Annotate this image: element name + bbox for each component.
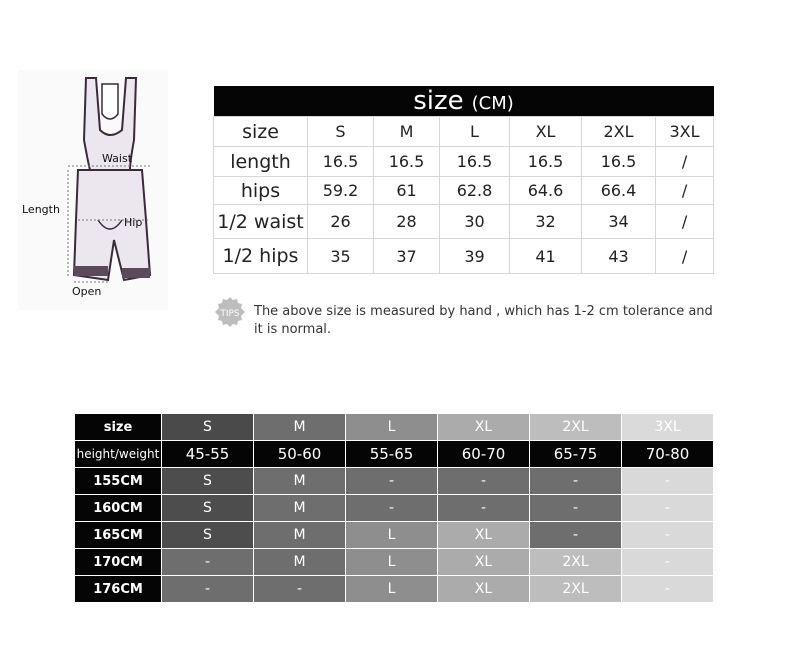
table-cell: 16.5: [510, 147, 582, 177]
size-header-cell: 3XL: [622, 414, 714, 441]
table-cell: /: [656, 177, 714, 205]
height-weight-cell: 70-80: [622, 441, 714, 468]
fit-cell: -: [622, 522, 714, 549]
height-label: 170CM: [75, 549, 162, 576]
fit-cell: 2XL: [530, 576, 622, 603]
header-cell: 3XL: [656, 117, 714, 147]
size-measurement-table: [213, 86, 714, 274]
fit-cell: M: [254, 495, 346, 522]
table-cell: /: [656, 147, 714, 177]
height-weight-cell: 55-65: [346, 441, 438, 468]
header-cell: XL: [510, 117, 582, 147]
fit-cell: -: [622, 468, 714, 495]
size-header-label: size: [75, 414, 162, 441]
table-row: [75, 468, 714, 495]
fit-cell: -: [530, 495, 622, 522]
fit-cell: -: [530, 522, 622, 549]
table-cell: 16.5: [582, 147, 656, 177]
hip-label: Hip: [124, 216, 143, 229]
height-weight-cell: 60-70: [438, 441, 530, 468]
height-weight-cell: 45-55: [162, 441, 254, 468]
height-label: 160CM: [75, 495, 162, 522]
row-label: 1/2 hips: [214, 239, 308, 274]
table-cell: 59.2: [308, 177, 374, 205]
fit-cell: S: [162, 522, 254, 549]
size-title-text: size: [413, 86, 464, 116]
height-weight-label: height/weight: [75, 441, 162, 468]
waist-label: Waist: [102, 152, 133, 165]
row-label: hips: [214, 177, 308, 205]
fit-cell: XL: [438, 522, 530, 549]
fit-cell: -: [346, 468, 438, 495]
fit-cell: -: [622, 549, 714, 576]
fit-cell: M: [254, 468, 346, 495]
table-row: [75, 495, 714, 522]
table-cell: 39: [440, 239, 510, 274]
height-weight-row: [75, 441, 714, 468]
table-cell: 16.5: [374, 147, 440, 177]
fit-cell: S: [162, 495, 254, 522]
header-cell: size: [214, 117, 308, 147]
fit-cell: L: [346, 576, 438, 603]
table-cell: /: [656, 205, 714, 239]
table-row: [75, 576, 714, 603]
open-label: Open: [72, 285, 102, 298]
size-header-cell: M: [254, 414, 346, 441]
size-header-cell: 2XL: [530, 414, 622, 441]
table-cell: 61: [374, 177, 440, 205]
fit-cell: -: [254, 576, 346, 603]
bib-shorts-drawing: [18, 70, 168, 310]
table-cell: 41: [510, 239, 582, 274]
tips-badge-text: TIPS: [220, 309, 240, 319]
table-cell: 16.5: [440, 147, 510, 177]
row-label: 1/2 waist: [214, 205, 308, 239]
table-row: [214, 239, 714, 274]
table-cell: 37: [374, 239, 440, 274]
table-cell: 28: [374, 205, 440, 239]
size-header-cell: S: [162, 414, 254, 441]
fit-cell: L: [346, 549, 438, 576]
tips-text: The above size is measured by hand , which has 1-2 cm tolerance and it is normal.: [254, 304, 713, 337]
size-unit-text: (CM): [471, 93, 514, 114]
header-cell: M: [374, 117, 440, 147]
fit-cell: M: [254, 522, 346, 549]
table-cell: 34: [582, 205, 656, 239]
table-cell: 35: [308, 239, 374, 274]
fit-cell: -: [346, 495, 438, 522]
table-cell: 16.5: [308, 147, 374, 177]
fit-cell: 2XL: [530, 549, 622, 576]
header-cell: L: [440, 117, 510, 147]
table-row: [214, 177, 714, 205]
fit-cell: -: [162, 576, 254, 603]
fit-cell: -: [622, 576, 714, 603]
height-weight-size-table: [74, 413, 714, 603]
table-row: [214, 205, 714, 239]
size-header-cell: XL: [438, 414, 530, 441]
fit-cell: M: [254, 549, 346, 576]
length-label: Length: [22, 203, 60, 216]
fit-cell: -: [162, 549, 254, 576]
height-label: 176CM: [75, 576, 162, 603]
table-cell: 43: [582, 239, 656, 274]
table-header-row: [214, 117, 714, 147]
fit-cell: S: [162, 468, 254, 495]
table-cell: 32: [510, 205, 582, 239]
height-weight-cell: 50-60: [254, 441, 346, 468]
table-row: [75, 522, 714, 549]
table-row: [214, 147, 714, 177]
table-cell: /: [656, 239, 714, 274]
table-cell: 62.8: [440, 177, 510, 205]
table-row: [75, 549, 714, 576]
tips-badge-icon: [214, 296, 246, 328]
table-cell: 66.4: [582, 177, 656, 205]
height-label: 155CM: [75, 468, 162, 495]
fit-cell: -: [530, 468, 622, 495]
fit-cell: XL: [438, 576, 530, 603]
height-label: 165CM: [75, 522, 162, 549]
header-cell: S: [308, 117, 374, 147]
table-cell: 30: [440, 205, 510, 239]
size-header-cell: L: [346, 414, 438, 441]
fit-cell: -: [622, 495, 714, 522]
table-cell: 64.6: [510, 177, 582, 205]
table-cell: 26: [308, 205, 374, 239]
size-table-title: [214, 86, 714, 117]
fit-cell: L: [346, 522, 438, 549]
header-cell: 2XL: [582, 117, 656, 147]
fit-cell: -: [438, 468, 530, 495]
size-header-row: [75, 414, 714, 441]
tips-badge: [214, 296, 246, 328]
row-label: length: [214, 147, 308, 177]
height-weight-cell: 65-75: [530, 441, 622, 468]
bib-shorts-figure: [18, 70, 168, 310]
fit-cell: XL: [438, 549, 530, 576]
fit-cell: -: [438, 495, 530, 522]
